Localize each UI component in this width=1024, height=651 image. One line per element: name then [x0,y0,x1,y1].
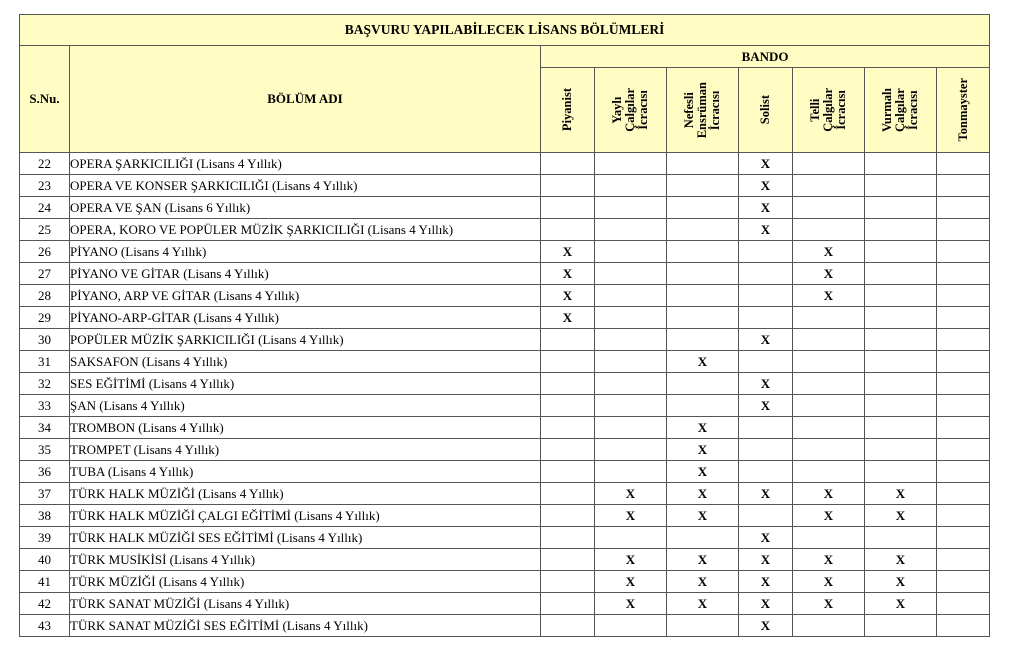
department-name: OPERA VE ŞAN (Lisans 6 Yıllık) [70,197,541,219]
eligibility-cell [793,329,865,351]
eligibility-cell [937,219,990,241]
eligibility-cell [667,373,739,395]
eligibility-cell [541,505,595,527]
eligibility-cell [937,417,990,439]
table-row [20,593,990,615]
eligibility-cell: X [541,263,595,285]
eligibility-cell: X [667,483,739,505]
eligibility-cell [541,373,595,395]
column-header [793,68,865,153]
eligibility-cell: X [541,241,595,263]
departments-table [19,14,990,637]
table-row [20,351,990,373]
eligibility-cell: X [595,593,667,615]
column-header-line: Nefesli [682,91,696,129]
row-number: 27 [20,263,70,285]
eligibility-cell [595,329,667,351]
eligibility-cell [541,153,595,175]
header-name: BÖLÜM ADI [70,46,541,153]
eligibility-cell [667,175,739,197]
eligibility-cell [793,351,865,373]
department-name: PİYANO VE GİTAR (Lisans 4 Yıllık) [70,263,541,285]
row-number: 39 [20,527,70,549]
eligibility-cell [937,483,990,505]
eligibility-cell: X [595,571,667,593]
eligibility-cell [865,373,937,395]
eligibility-cell [865,351,937,373]
column-header-line: Telli [808,98,822,122]
column-header-line: Çalgılar [893,88,907,132]
eligibility-cell [865,417,937,439]
eligibility-cell [937,615,990,637]
eligibility-cell: X [739,373,793,395]
table-row [20,527,990,549]
eligibility-cell: X [595,549,667,571]
column-header [865,68,937,153]
row-number: 29 [20,307,70,329]
column-header [739,68,793,153]
eligibility-cell: X [793,571,865,593]
row-number: 41 [20,571,70,593]
column-header [595,68,667,153]
column-header-line: İcracısı [636,90,650,130]
department-name: POPÜLER MÜZİK ŞARKICILIĞI (Lisans 4 Yıllık) [70,329,541,351]
eligibility-cell [937,329,990,351]
eligibility-cell: X [739,483,793,505]
row-number: 33 [20,395,70,417]
eligibility-cell [793,395,865,417]
row-number: 31 [20,351,70,373]
department-name: PİYANO (Lisans 4 Yıllık) [70,241,541,263]
table-row [20,483,990,505]
row-number: 23 [20,175,70,197]
eligibility-cell [595,241,667,263]
eligibility-cell [595,175,667,197]
eligibility-cell [739,461,793,483]
eligibility-cell: X [793,593,865,615]
eligibility-cell: X [667,439,739,461]
eligibility-cell: X [793,241,865,263]
eligibility-cell [937,461,990,483]
table-row [20,417,990,439]
table-row [20,505,990,527]
eligibility-cell [667,615,739,637]
eligibility-cell [739,307,793,329]
eligibility-cell: X [739,197,793,219]
department-name: TÜRK HALK MÜZİĞİ ÇALGI EĞİTİMİ (Lisans 4 Yıllık) [70,505,541,527]
table-row [20,175,990,197]
eligibility-cell: X [739,175,793,197]
eligibility-cell [739,285,793,307]
eligibility-cell [595,351,667,373]
table-row [20,439,990,461]
eligibility-cell: X [541,307,595,329]
eligibility-cell: X [793,285,865,307]
department-name: SES EĞİTİMİ (Lisans 4 Yıllık) [70,373,541,395]
row-number: 37 [20,483,70,505]
header-group-bando: BANDO [541,46,990,68]
eligibility-cell: X [739,593,793,615]
eligibility-cell [865,241,937,263]
eligibility-cell: X [667,461,739,483]
eligibility-cell [793,439,865,461]
eligibility-cell [595,307,667,329]
eligibility-cell [793,373,865,395]
column-header-line: Tonmayster [955,78,970,142]
eligibility-cell: X [739,549,793,571]
table-title: BAŞVURU YAPILABİLECEK LİSANS BÖLÜMLERİ [20,15,990,46]
eligibility-cell: X [541,285,595,307]
eligibility-cell [541,329,595,351]
eligibility-cell [667,307,739,329]
row-number: 43 [20,615,70,637]
column-header-line: İcracısı [708,90,722,130]
department-name: PİYANO, ARP VE GİTAR (Lisans 4 Yıllık) [70,285,541,307]
table-row [20,241,990,263]
eligibility-cell [937,549,990,571]
department-name: TÜRK MÜZİĞİ (Lisans 4 Yıllık) [70,571,541,593]
eligibility-cell [595,527,667,549]
eligibility-cell: X [865,505,937,527]
eligibility-cell [541,527,595,549]
eligibility-cell [667,263,739,285]
eligibility-cell [541,571,595,593]
department-name: ŞAN (Lisans 4 Yıllık) [70,395,541,417]
eligibility-cell [541,197,595,219]
column-header-line: Yaylı [610,96,624,124]
department-name: OPERA VE KONSER ŞARKICILIĞI (Lisans 4 Yıllık) [70,175,541,197]
eligibility-cell [937,395,990,417]
eligibility-cell: X [793,483,865,505]
eligibility-cell: X [865,483,937,505]
eligibility-cell [667,219,739,241]
eligibility-cell: X [739,395,793,417]
eligibility-cell [541,483,595,505]
eligibility-cell [937,175,990,197]
eligibility-cell [937,241,990,263]
row-number: 22 [20,153,70,175]
eligibility-cell [793,175,865,197]
eligibility-cell [739,439,793,461]
eligibility-cell [793,527,865,549]
table-row [20,571,990,593]
eligibility-cell [865,439,937,461]
eligibility-cell [865,329,937,351]
eligibility-cell [937,307,990,329]
eligibility-cell: X [739,329,793,351]
eligibility-cell [937,285,990,307]
table-row [20,549,990,571]
row-number: 30 [20,329,70,351]
eligibility-cell: X [739,153,793,175]
eligibility-cell [595,219,667,241]
column-header-line: İcracısı [834,90,848,130]
row-number: 26 [20,241,70,263]
row-number: 38 [20,505,70,527]
eligibility-cell [667,197,739,219]
department-name: TUBA (Lisans 4 Yıllık) [70,461,541,483]
table-row [20,263,990,285]
eligibility-cell [937,571,990,593]
table-row [20,219,990,241]
eligibility-cell [595,439,667,461]
eligibility-cell [595,153,667,175]
eligibility-cell: X [667,549,739,571]
table-row [20,197,990,219]
eligibility-cell [937,593,990,615]
eligibility-cell [595,395,667,417]
table-row [20,461,990,483]
eligibility-cell [865,219,937,241]
eligibility-cell [595,615,667,637]
column-header-line: Solist [758,95,772,125]
eligibility-cell: X [667,505,739,527]
eligibility-cell [541,439,595,461]
eligibility-cell [541,219,595,241]
department-name: TÜRK SANAT MÜZİĞİ (Lisans 4 Yıllık) [70,593,541,615]
row-number: 42 [20,593,70,615]
eligibility-cell [937,439,990,461]
eligibility-cell [541,351,595,373]
eligibility-cell [739,417,793,439]
table-row [20,615,990,637]
column-header-line: Çalgılar [623,88,637,132]
eligibility-cell [865,285,937,307]
table-row [20,285,990,307]
eligibility-cell [541,395,595,417]
eligibility-cell [541,461,595,483]
eligibility-cell [937,197,990,219]
eligibility-cell: X [793,549,865,571]
row-number: 24 [20,197,70,219]
column-header [667,68,739,153]
eligibility-cell [937,153,990,175]
eligibility-cell [865,153,937,175]
eligibility-cell [865,197,937,219]
eligibility-cell [865,527,937,549]
eligibility-cell [937,263,990,285]
department-name: PİYANO-ARP-GİTAR (Lisans 4 Yıllık) [70,307,541,329]
department-name: OPERA, KORO VE POPÜLER MÜZİK ŞARKICILIĞI (Lisans 4 Yıllık) [70,219,541,241]
column-header-line: Vurmalı [880,88,894,132]
eligibility-cell [793,615,865,637]
eligibility-cell [667,395,739,417]
table-row [20,153,990,175]
table-row [20,395,990,417]
eligibility-cell: X [865,593,937,615]
eligibility-cell: X [865,549,937,571]
department-name: TÜRK HALK MÜZİĞİ SES EĞİTİMİ (Lisans 4 Yıllık) [70,527,541,549]
eligibility-cell [793,153,865,175]
eligibility-cell [937,373,990,395]
eligibility-cell: X [739,615,793,637]
eligibility-cell [865,395,937,417]
department-name: TÜRK MUSİKİSİ (Lisans 4 Yıllık) [70,549,541,571]
eligibility-cell [793,417,865,439]
eligibility-cell [865,461,937,483]
department-name: OPERA ŞARKICILIĞI (Lisans 4 Yıllık) [70,153,541,175]
header-sn: S.Nu. [20,46,70,153]
table-row [20,329,990,351]
eligibility-cell [937,527,990,549]
eligibility-cell [937,351,990,373]
eligibility-cell: X [739,571,793,593]
eligibility-cell [595,285,667,307]
column-header-line: Piyanist [560,88,574,132]
eligibility-cell [595,197,667,219]
department-name: TÜRK HALK MÜZİĞİ (Lisans 4 Yıllık) [70,483,541,505]
eligibility-cell [667,153,739,175]
row-number: 34 [20,417,70,439]
eligibility-cell [595,263,667,285]
eligibility-cell [541,549,595,571]
department-name: TROMPET (Lisans 4 Yıllık) [70,439,541,461]
row-number: 35 [20,439,70,461]
table-row [20,373,990,395]
row-number: 28 [20,285,70,307]
eligibility-cell: X [595,483,667,505]
eligibility-cell [667,329,739,351]
row-number: 32 [20,373,70,395]
eligibility-cell [667,527,739,549]
department-name: TÜRK SANAT MÜZİĞİ SES EĞİTİMİ (Lisans 4 Yıllık) [70,615,541,637]
eligibility-cell [595,461,667,483]
eligibility-cell: X [793,263,865,285]
eligibility-cell [739,351,793,373]
eligibility-cell: X [865,571,937,593]
eligibility-cell [739,505,793,527]
eligibility-cell [793,461,865,483]
eligibility-cell: X [667,417,739,439]
department-name: SAKSAFON (Lisans 4 Yıllık) [70,351,541,373]
eligibility-cell [667,241,739,263]
row-number: 36 [20,461,70,483]
eligibility-cell: X [595,505,667,527]
eligibility-cell [793,197,865,219]
column-header [937,68,990,153]
eligibility-cell: X [793,505,865,527]
eligibility-cell [793,219,865,241]
eligibility-cell [739,241,793,263]
eligibility-cell [541,417,595,439]
eligibility-cell [667,285,739,307]
eligibility-cell [865,175,937,197]
eligibility-cell: X [739,219,793,241]
eligibility-cell [865,263,937,285]
eligibility-cell [865,615,937,637]
eligibility-cell: X [739,527,793,549]
department-name: TROMBON (Lisans 4 Yıllık) [70,417,541,439]
eligibility-cell [541,593,595,615]
column-header-line: İcracısı [906,90,920,130]
eligibility-cell: X [667,351,739,373]
eligibility-cell [541,175,595,197]
eligibility-cell [937,505,990,527]
column-header-line: Ensrüman [695,81,709,139]
eligibility-cell [793,307,865,329]
eligibility-cell [865,307,937,329]
row-number: 25 [20,219,70,241]
eligibility-cell: X [667,571,739,593]
eligibility-cell: X [667,593,739,615]
row-number: 40 [20,549,70,571]
table-row [20,307,990,329]
column-header [541,68,595,153]
eligibility-cell [595,373,667,395]
eligibility-cell [595,417,667,439]
eligibility-cell [541,615,595,637]
column-header-line: Çalgılar [821,88,835,132]
eligibility-cell [739,263,793,285]
